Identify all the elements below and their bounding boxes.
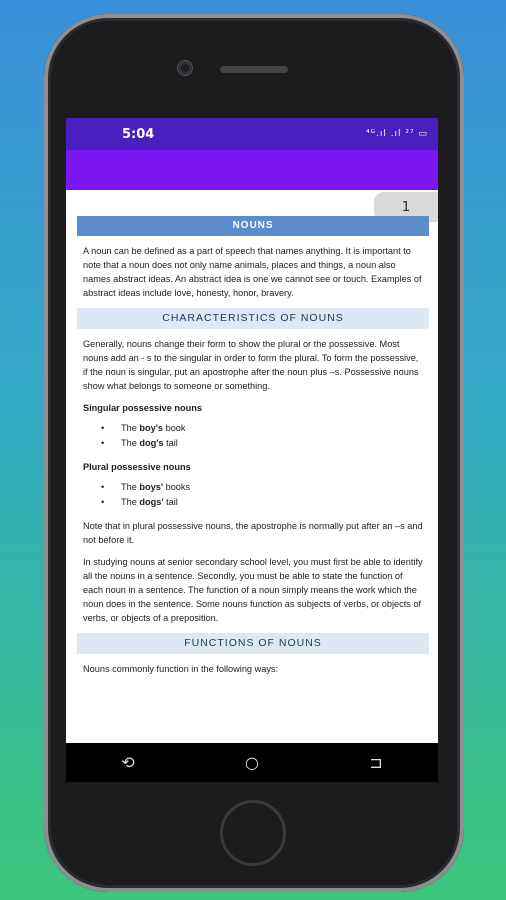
app-bar (66, 150, 438, 190)
list-item: • The dogs' tail (101, 495, 429, 510)
doc-title: NOUNS (77, 216, 429, 236)
plural-possessive-heading: Plural possessive nouns (83, 462, 191, 472)
singular-list (101, 421, 429, 451)
section-heading-functions: FUNCTIONS OF NOUNS (77, 633, 429, 654)
status-icons: ⁴ᴳ.ıl .ıl ²⁷ ▭ (365, 129, 428, 139)
document-view[interactable] (66, 190, 438, 743)
home-icon[interactable]: ○ (245, 753, 259, 772)
screen (66, 118, 438, 782)
singular-possessive-heading: Singular possessive nouns (83, 403, 202, 413)
characteristics-paragraph: Generally, nouns change their form to show the plural or the possessive. Most nouns add an - s to the singular in order to form the plural. To form the possessive, if the noun is singular, put an apostrophe after the noun plus –s. Possessive nouns show what belongs to someone or something. (83, 339, 419, 391)
document-body (77, 216, 429, 684)
home-button[interactable] (220, 800, 286, 866)
recent-apps-icon[interactable]: ⟲ (121, 753, 135, 772)
functions-paragraph: Nouns commonly function in the following ways: (83, 664, 279, 674)
section-heading-characteristics: CHARACTERISTICS OF NOUNS (77, 308, 429, 329)
studying-nouns-paragraph: In studying nouns at senior secondary school level, you must first be able to identify all the nouns in a sentence. Secondly, you must be able to state the function of each noun in a sentence. The function of a noun simply means the work which the noun does in the sentence. Some nouns function as subjects of verbs, or objects of verbs, or objects of a preposition. (83, 557, 423, 623)
status-time: 5:04 (122, 126, 155, 142)
front-camera-icon (178, 61, 192, 75)
plural-list (101, 480, 429, 510)
earpiece (220, 66, 288, 73)
list-item: • The dog's tail (101, 436, 429, 451)
back-icon[interactable]: ⊐ (369, 753, 383, 772)
page-number-badge: 1 (374, 192, 438, 222)
list-item: • The boy's book (101, 421, 429, 436)
system-nav-bar (66, 743, 438, 782)
list-item: • The boys' books (101, 480, 429, 495)
status-bar (66, 118, 438, 150)
intro-paragraph: A noun can be defined as a part of speech that names anything. It is important to note that a noun does not only name animals, places and things, a noun also names abstract ideas. An abstract idea is one we cannot see or touch. Examples of abstract ideas include love, honesty, honor, bravery. (83, 246, 422, 298)
plural-note-paragraph: Note that in plural possessive nouns, the apostrophe is normally put after an –s and not before it. (83, 521, 423, 545)
